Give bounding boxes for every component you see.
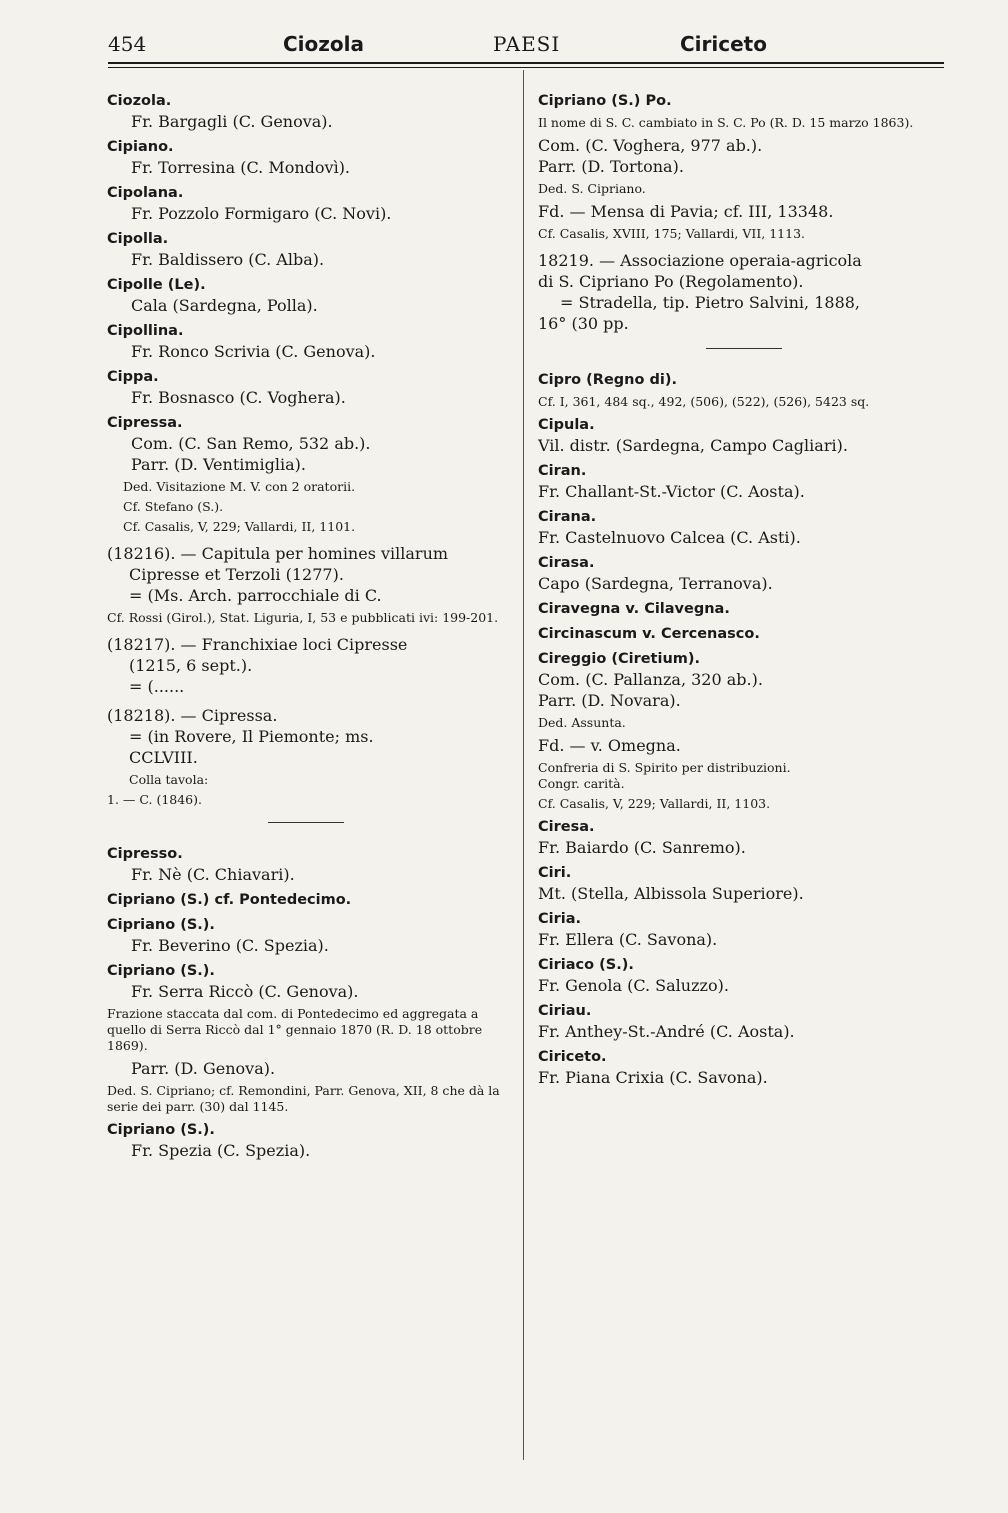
entry-line: Parr. (D. Genova).: [131, 1059, 276, 1078]
entry: [107, 322, 505, 362]
entry-line: Fr. Anthey-St.-André (C. Aosta).: [538, 1022, 795, 1041]
entry-head: Cippa.: [107, 369, 159, 385]
entry-head: Cireggio (Ciretium).: [538, 651, 701, 667]
entry-head: Ciresa.: [538, 819, 595, 835]
entry-line: Fr. Bosnasco (C. Voghera).: [131, 388, 346, 407]
entry: [538, 508, 950, 548]
entry: [107, 368, 505, 408]
entry-note: Congr. carità.: [538, 776, 625, 791]
doc-note: 1. — C. (1846).: [107, 792, 202, 807]
entry-head: Cipriano (S.).: [107, 917, 215, 933]
entry-note: Il nome di S. C. cambiato in S. C. Po (R. D. 15 marzo 1863).: [538, 115, 914, 130]
entry-line: Fr. Baldissero (C. Alba).: [131, 250, 325, 269]
running-head-section: PAESI: [493, 32, 561, 56]
doc-note: Colla tavola:: [129, 772, 209, 787]
doc-line: 18219. — Associazione operaia-agricola: [538, 251, 862, 270]
entry-line: Fr. Baiardo (C. Sanremo).: [538, 838, 746, 857]
doc-line: Cipresse et Terzoli (1277).: [129, 565, 344, 584]
doc-line: = (in Rovere, Il Piemonte; ms.: [129, 727, 374, 746]
document-entry: [107, 634, 505, 697]
entry: [107, 891, 505, 910]
entry-line: Vil. distr. (Sardegna, Campo Cagliari).: [538, 436, 848, 455]
doc-line: 16° (30 pp.: [538, 314, 629, 333]
doc-reference: Cf. Rossi (Girol.), Stat. Liguria, I, 53 e pubblicati ivi: 199-201.: [107, 610, 499, 625]
entry-line: Fr. Spezia (C. Spezia).: [131, 1141, 311, 1160]
entry-head: Ciriau.: [538, 1003, 592, 1019]
separator-rule: [268, 822, 344, 823]
entry-head: Cipressa.: [107, 415, 183, 431]
document-entry: [107, 543, 505, 626]
entry-line: Fr. Challant-St.-Victor (C. Aosta).: [538, 482, 805, 501]
entry: [538, 818, 950, 858]
entry-head: Ciriceto.: [538, 1049, 607, 1065]
entry-head: Cipollina.: [107, 323, 184, 339]
entry-head: Cipriano (S.).: [107, 1122, 215, 1138]
entry-head: Cipula.: [538, 417, 595, 433]
doc-line: di S. Cipriano Po (Regolamento).: [538, 272, 804, 291]
header-rule-thick: [108, 62, 944, 64]
entry: [107, 916, 505, 956]
doc-line: = (......: [129, 677, 185, 696]
entry: [538, 554, 950, 594]
entry: [107, 1121, 505, 1161]
entry-note: Confreria di S. Spirito per distribuzioni.: [538, 760, 791, 775]
running-head-right: Ciriceto: [680, 32, 767, 56]
entry-line: Fr. Pozzolo Formigaro (C. Novi).: [131, 204, 392, 223]
entry: [107, 414, 505, 535]
doc-line: (18218). — Cipressa.: [107, 706, 278, 725]
entry-head: Ciria.: [538, 911, 582, 927]
entry: [107, 92, 505, 132]
entry-head: Cipresso.: [107, 846, 183, 862]
entry-line: Cala (Sardegna, Polla).: [131, 296, 318, 315]
entry-note: Frazione staccata dal com. di Pontedecimo ed aggregata a quello di Serra Riccò dal 1° gennaio 1870 (R. D. 18 ottobre 1869).: [107, 1006, 483, 1053]
cross-reference: Cf. Stefano (S.).: [123, 499, 224, 514]
page-header: [108, 28, 944, 64]
entry-head: Cirasa.: [538, 555, 595, 571]
entry-line: Fr. Genola (C. Saluzzo).: [538, 976, 729, 995]
entry-head: Ciozola.: [107, 93, 172, 109]
entry: [107, 845, 505, 885]
cross-reference: Cf. I, 361, 484 sq., 492, (506), (522), (526), 5423 sq.: [538, 394, 870, 409]
entry: [107, 230, 505, 270]
entry-line: Com. (C. Voghera, 977 ab.).: [538, 136, 763, 155]
cross-reference: Cf. Casalis, V, 229; Vallardi, II, 1101.: [123, 519, 356, 534]
column-divider: [523, 70, 524, 1460]
separator-rule: [706, 348, 782, 349]
dedication: Ded. Visitazione M. V. con 2 oratorii.: [123, 479, 356, 494]
entry-head: Ciran.: [538, 463, 587, 479]
entry: [538, 1002, 950, 1042]
entry-head: Cirana.: [538, 509, 597, 525]
doc-line: (1215, 6 sept.).: [129, 656, 253, 675]
dedication: Ded. Assunta.: [538, 715, 626, 730]
entry: [538, 462, 950, 502]
entry-line: Fr. Piana Crixia (C. Savona).: [538, 1068, 768, 1087]
header-rule-thin: [108, 67, 944, 68]
entry-line: Fr. Serra Riccò (C. Genova).: [131, 982, 359, 1001]
entry-line: Mt. (Stella, Albissola Superiore).: [538, 884, 804, 903]
entry-line: Parr. (D. Ventimiglia).: [131, 455, 307, 474]
entry-head: Circinascum v. Cercenasco.: [538, 626, 760, 642]
entry: [107, 276, 505, 316]
entry-head: Cipriano (S.) Po.: [538, 93, 672, 109]
page-number: 454: [108, 32, 147, 56]
cross-reference: Cf. Casalis, V, 229; Vallardi, II, 1103.: [538, 796, 771, 811]
entry: [107, 962, 505, 1115]
entry: [538, 956, 950, 996]
entry: [538, 416, 950, 456]
entry-head: Ciri.: [538, 865, 572, 881]
entry-line: Fr. Beverino (C. Spezia).: [131, 936, 329, 955]
doc-line: = (Ms. Arch. parrocchiale di C.: [129, 586, 382, 605]
entry-head: Cipriano (S.) cf. Pontedecimo.: [107, 892, 352, 908]
left-column: [107, 92, 505, 1167]
entry-line: Fr. Torresina (C. Mondovì).: [131, 158, 351, 177]
entry-line: Com. (C. Pallanza, 320 ab.).: [538, 670, 763, 689]
entry-line: Parr. (D. Novara).: [538, 691, 681, 710]
entry: [107, 138, 505, 178]
entry-line: Parr. (D. Tortona).: [538, 157, 684, 176]
entry-line: Com. (C. San Remo, 532 ab.).: [131, 434, 371, 453]
entry-line: Fr. Ronco Scrivia (C. Genova).: [131, 342, 376, 361]
entry-head: Cipriano (S.).: [107, 963, 215, 979]
doc-line: CCLVIII.: [129, 748, 198, 767]
entry: [538, 864, 950, 904]
entry-head: Cipiano.: [107, 139, 174, 155]
entry: [538, 92, 950, 242]
dedication: Ded. S. Cipriano; cf. Remondini, Parr. Genova, XII, 8 che dà la serie dei parr. (30) dal 1145.: [107, 1083, 500, 1114]
entry: [538, 1048, 950, 1088]
document-entry: [107, 705, 505, 808]
entry-line: Capo (Sardegna, Terranova).: [538, 574, 773, 593]
entry-line: Fr. Ellera (C. Savona).: [538, 930, 718, 949]
cross-reference: Cf. Casalis, XVIII, 175; Vallardi, VII, 1113.: [538, 226, 805, 241]
entry-head: Cipolana.: [107, 185, 184, 201]
entry-head: Cipro (Regno di).: [538, 372, 677, 388]
document-entry: [538, 250, 950, 334]
entry-head: Cipolla.: [107, 231, 169, 247]
entry: [538, 650, 950, 812]
entry-line: Fr. Castelnuovo Calcea (C. Asti).: [538, 528, 801, 547]
entry: [107, 184, 505, 224]
entry-line: Fr. Nè (C. Chiavari).: [131, 865, 295, 884]
doc-line: (18216). — Capitula per homines villarum: [107, 544, 449, 563]
entry: [538, 600, 950, 619]
entry-head: Ciriaco (S.).: [538, 957, 634, 973]
entry-line: Fr. Bargagli (C. Genova).: [131, 112, 333, 131]
running-head-left: Ciozola: [283, 32, 365, 56]
entry: [538, 371, 950, 410]
dedication: Ded. S. Cipriano.: [538, 181, 646, 196]
entry: [538, 910, 950, 950]
doc-line: (18217). — Franchixiae loci Cipresse: [107, 635, 408, 654]
entry-line: Fd. — Mensa di Pavia; cf. III, 13348.: [538, 202, 834, 221]
entry-head: Ciravegna v. Cilavegna.: [538, 601, 730, 617]
entry: [538, 625, 950, 644]
entry-head: Cipolle (Le).: [107, 277, 206, 293]
entry-line: Fd. — v. Omegna.: [538, 736, 681, 755]
right-column: [538, 92, 950, 1094]
doc-line: = Stradella, tip. Pietro Salvini, 1888,: [560, 293, 861, 312]
